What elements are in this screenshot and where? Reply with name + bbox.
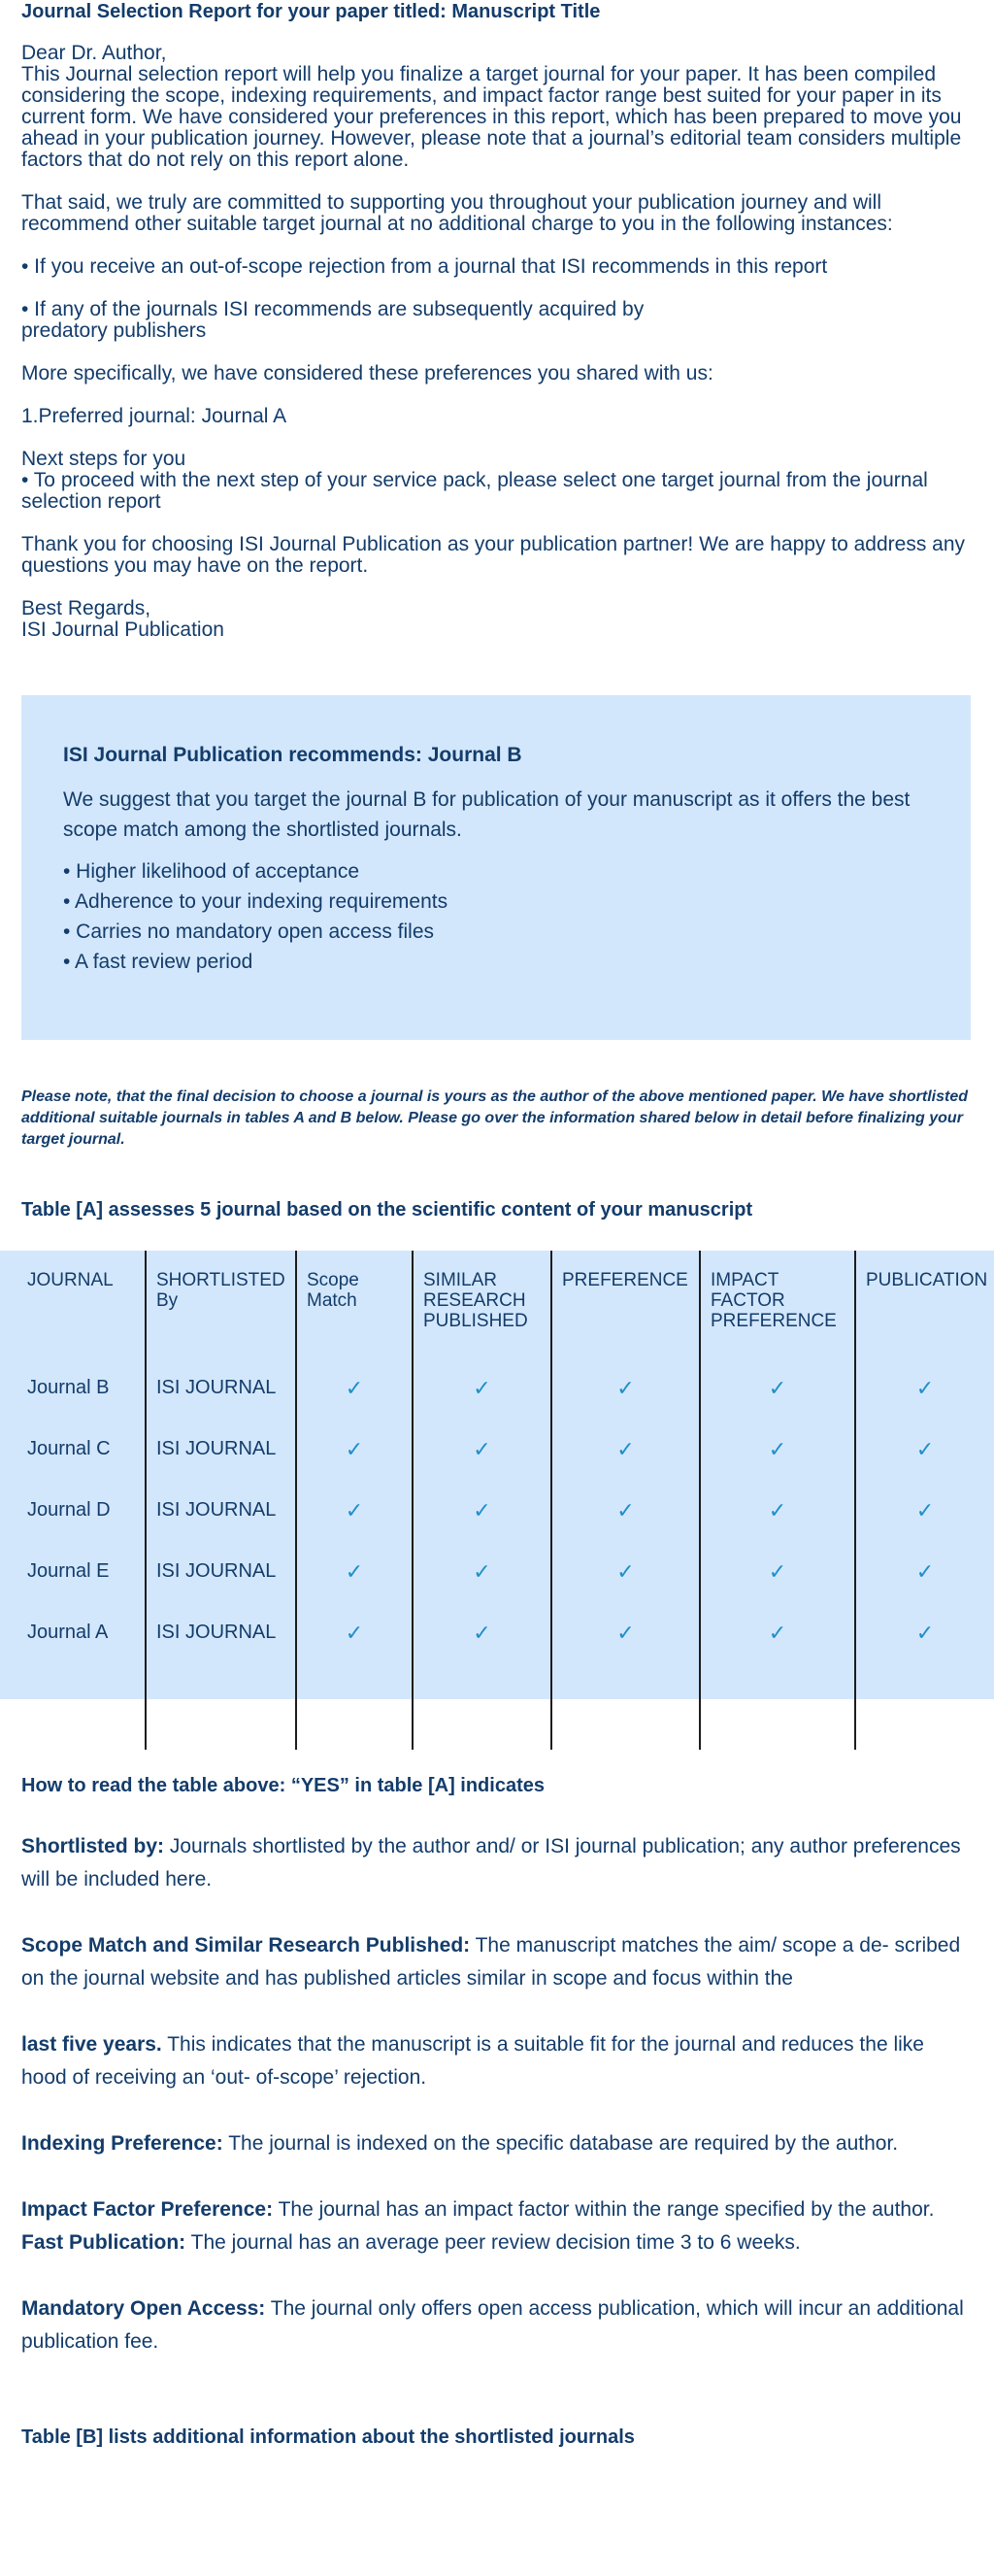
- table-row: [0, 1357, 994, 1419]
- instance-bullet-1: • If you receive an out-of-scope rejection from a journal that ISI recommends in this report: [21, 255, 828, 278]
- recommendation-bullet: • Carries no mandatory open access files: [63, 920, 435, 943]
- check-icon: ✓: [855, 1419, 994, 1480]
- definition-indexing: [21, 2127, 973, 2160]
- header-journal: JOURNAL: [27, 1270, 114, 1290]
- definition-text: The manuscript matches the aim/ scope a de- scribed on the journal website and has published articles similar in scope and focus within the: [21, 1934, 961, 1990]
- journal-name: Journal C: [27, 1438, 111, 1459]
- definition-term: Impact Factor Preference:: [21, 2198, 274, 2221]
- check-icon: ✓: [700, 1480, 855, 1541]
- check-icon: ✓: [413, 1480, 551, 1541]
- definition-term: Indexing Preference:: [21, 2132, 223, 2155]
- decision-note: Please note, that the final decision to choose a journal is yours as the author of the above mentioned paper. We have shortlisted additional suitable journals in tables A and B below. Please go over the information shared below in detail before finalizing your target journal.: [21, 1088, 969, 1148]
- header-preference: PREFERENCE: [551, 1251, 700, 1357]
- next-steps-title: Next steps for you: [21, 448, 186, 470]
- check-icon: ✓: [296, 1541, 413, 1602]
- table-a-title: Table [A] assesses 5 journal based on the scientific content of your manuscript: [21, 1199, 753, 1221]
- journal-name: Journal E: [27, 1560, 110, 1582]
- check-icon: ✓: [700, 1357, 855, 1419]
- table-row: [0, 1602, 994, 1663]
- recommendation-bullet: • A fast review period: [63, 951, 253, 973]
- thanks-paragraph: Thank you for choosing ISI Journal Publication as your publication partner! We are happy to address any questions you may have on the report.: [21, 533, 966, 577]
- empty-cell: [700, 1663, 855, 1750]
- definition-text: The journal has an impact factor within the range specified by the author.: [273, 2198, 935, 2221]
- definition-term: Scope Match and Similar Research Published:: [21, 1934, 471, 1957]
- definition-scope-match: [21, 1929, 973, 1995]
- empty-cell: [296, 1663, 413, 1750]
- check-icon: ✓: [551, 1419, 700, 1480]
- empty-cell: [413, 1663, 551, 1750]
- recommendation-title: ISI Journal Publication recommends: Journal B: [63, 744, 522, 766]
- definition-term: Shortlisted by:: [21, 1835, 165, 1857]
- definition-text: The journal is indexed on the specific database are required by the author.: [222, 2132, 899, 2155]
- check-icon: ✓: [413, 1419, 551, 1480]
- check-icon: ✓: [700, 1602, 855, 1663]
- header-shortlisted-by: SHORTLISTED By: [146, 1251, 296, 1357]
- recommendation-text: We suggest that you target the journal B for publication of your manuscript as it offers the best scope match among the shortlisted journals.: [63, 788, 911, 841]
- check-icon: ✓: [551, 1357, 700, 1419]
- intro-paragraph-2: That said, we truly are committed to supporting you throughout your publication journey and will recommend other suitable target journal at no additional charge to you in the following instances:: [21, 191, 893, 235]
- check-icon: ✓: [413, 1357, 551, 1419]
- definition-text: Journals shortlisted by the author and/ or ISI journal publication; any author preferences will be included here.: [21, 1835, 961, 1890]
- check-icon: ✓: [296, 1357, 413, 1419]
- definition-impact-factor: [21, 2193, 973, 2226]
- preferred-journal: 1.Preferred journal: Journal A: [21, 405, 287, 427]
- check-icon: ✓: [413, 1602, 551, 1663]
- regards: Best Regards,: [21, 597, 151, 619]
- recommendation-bullet: • Higher likelihood of acceptance: [63, 860, 360, 883]
- instance-bullet-2-line-2: predatory publishers: [21, 319, 207, 342]
- empty-cell: [146, 1663, 296, 1750]
- table-a-header-row: [0, 1251, 994, 1357]
- check-icon: ✓: [855, 1357, 994, 1419]
- check-icon: ✓: [296, 1602, 413, 1663]
- recommendation-bullets: [63, 856, 929, 977]
- check-icon: ✓: [413, 1541, 551, 1602]
- empty-cell: [551, 1663, 700, 1750]
- report-intro: [0, 0, 994, 641]
- check-icon: ✓: [855, 1541, 994, 1602]
- definition-term: Mandatory Open Access:: [21, 2297, 266, 2320]
- definition-term: last five years.: [21, 2033, 162, 2056]
- instance-bullet-2: [21, 299, 973, 342]
- header-scope-match: Scope Match: [296, 1251, 413, 1357]
- shortlisted-by: ISI JOURNAL: [146, 1602, 296, 1663]
- check-icon: ✓: [296, 1480, 413, 1541]
- check-icon: ✓: [551, 1480, 700, 1541]
- table-a-container: [0, 1251, 994, 1699]
- check-icon: ✓: [855, 1480, 994, 1541]
- definition-text: The journal only offers open access publication, which will incur an additional publication fee.: [21, 2297, 964, 2353]
- next-steps-item: • To proceed with the next step of your service pack, please select one target journal from the journal selection report: [21, 469, 928, 513]
- instance-bullet-2-line-1: • If any of the journals ISI recommends are subsequently acquired by: [21, 298, 645, 320]
- header-publication: PUBLICATION: [855, 1251, 994, 1357]
- table-row: [0, 1541, 994, 1602]
- report-title: Journal Selection Report for your paper titled: Manuscript Title: [21, 1, 601, 22]
- table-a: [0, 1251, 994, 1750]
- check-icon: ✓: [296, 1419, 413, 1480]
- shortlisted-by: ISI JOURNAL: [146, 1480, 296, 1541]
- header-impact-factor: IMPACT FACTOR PREFERENCE: [700, 1251, 855, 1357]
- header-similar-research: SIMILAR RESEARCH PUBLISHED: [413, 1251, 551, 1357]
- check-icon: ✓: [700, 1541, 855, 1602]
- greeting: Dear Dr. Author,: [21, 42, 167, 64]
- empty-cell: [0, 1663, 146, 1750]
- definition-text: The journal has an average peer review decision time 3 to 6 weeks.: [185, 2231, 801, 2254]
- empty-cell: [855, 1663, 994, 1750]
- journal-name: Journal B: [27, 1377, 110, 1398]
- table-filler-row: [0, 1663, 994, 1750]
- shortlisted-by: ISI JOURNAL: [146, 1357, 296, 1419]
- journal-name: Journal A: [27, 1622, 109, 1643]
- check-icon: ✓: [551, 1602, 700, 1663]
- recommendation-bullet: • Adherence to your indexing requirements: [63, 890, 448, 913]
- check-icon: ✓: [855, 1602, 994, 1663]
- table-row: [0, 1419, 994, 1480]
- shortlisted-by: ISI JOURNAL: [146, 1541, 296, 1602]
- table-b-title: Table [B] lists additional information about the shortlisted journals: [21, 2426, 635, 2448]
- check-icon: ✓: [551, 1541, 700, 1602]
- definition-shortlisted: [21, 1830, 973, 1896]
- recommendation-box: [21, 695, 971, 1040]
- definition-open-access: [21, 2292, 973, 2359]
- definition-fast-publication: [21, 2226, 973, 2259]
- check-icon: ✓: [700, 1419, 855, 1480]
- table-row: [0, 1480, 994, 1541]
- definition-term: Fast Publication:: [21, 2231, 186, 2254]
- preferences-intro: More specifically, we have considered these preferences you shared with us:: [21, 362, 713, 385]
- journal-name: Journal D: [27, 1499, 111, 1521]
- signature: ISI Journal Publication: [21, 619, 224, 641]
- shortlisted-by: ISI JOURNAL: [146, 1419, 296, 1480]
- definition-last-five-years: [21, 2028, 973, 2094]
- intro-paragraph-1: This Journal selection report will help you finalize a target journal for your paper. It has been compiled considering the scope, indexing requirements, and impact factor range best suited for your paper in its current form. We have considered your preferences in this report, which has been prepared to move you ahead in your publication journey. However, please note that a journal’s editorial team considers multiple factors that do not rely on this report alone.: [21, 63, 962, 171]
- how-to-read-title: How to read the table above: “YES” in table [A] indicates: [21, 1775, 545, 1796]
- definition-text: This indicates that the manuscript is a suitable fit for the journal and reduces the like hood of receiving an ‘out- of-scope’ rejection.: [21, 2033, 924, 2089]
